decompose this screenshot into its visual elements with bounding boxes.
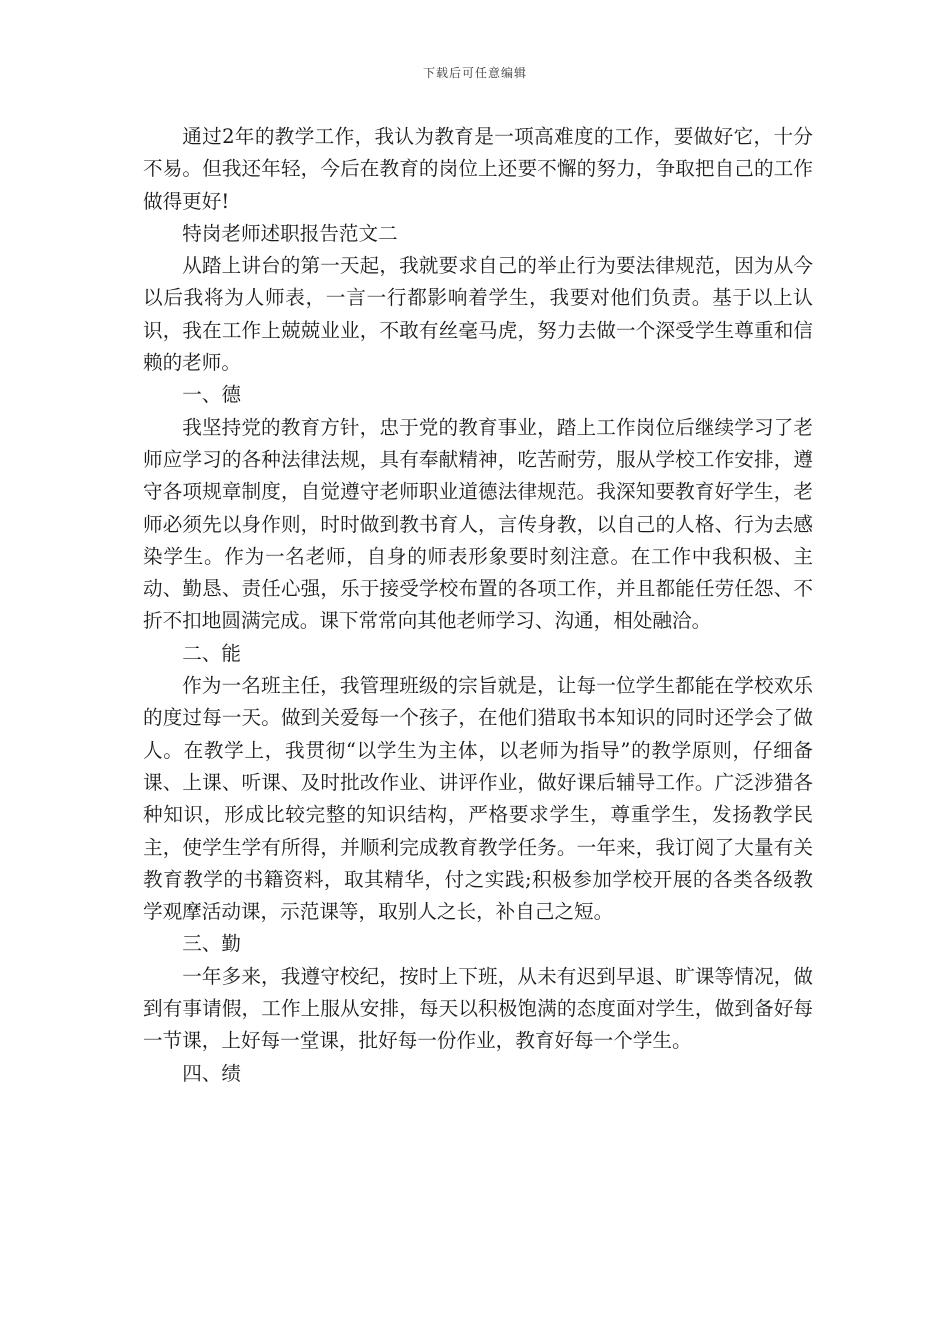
document-body [143, 121, 813, 1090]
paragraph-diligence: 一年多来，我遵守校纪，按时上下班，从未有迟到早退、旷课等情况，做到有事请假，工作上服从安排，每天以积极饱满的态度面对学生，做到备好每一节课，上好每一堂课，批好每一份作业，教育好每一个学生。 [143, 964, 813, 1053]
heading-ability: 二、能 [182, 641, 241, 665]
paragraph-virtue: 我坚持党的教育方针，忠于党的教育事业，踏上工作岗位后继续学习了老师应学习的各种法律法规，具有奉献精神，吃苦耐劳，服从学校工作安排，遵守各项规章制度，自觉遵守老师职业道德法律规范。我深知要教育好学生，老师必须先以身作则，时时做到教书育人，言传身教，以自己的人格、行为去感染学生。作为一名老师，自身的师表形象要时刻注意。在工作中我积极、主动、勤恳、责任心强，乐于接受学校布置的各项工作，并且都能任劳任怨、不折不扣地圆满完成。课下常常向其他老师学习、沟通，相处融洽。 [143, 415, 813, 633]
paragraph-ability: 作为一名班主任，我管理班级的宗旨就是，让每一位学生都能在学校欢乐的度过每一天。做到关爱每一个孩子，在他们猎取书本知识的同时还学会了做人。在教学上，我贯彻“以学生为主体，以老师为指导”的教学原则，仔细备课、上课、听课、及时批改作业、讲评作业，做好课后辅导工作。广泛涉猎各种知识，形成比较完整的知识结构，严格要求学生，尊重学生，发扬教学民主，使学生学有所得，并顺利完成教育教学任务。一年来，我订阅了大量有关教育教学的书籍资料，取其精华，付之实践;积极参加学校开展的各类各级教学观摩活动课，示范课等，取别人之长，补自己之短。 [143, 674, 813, 924]
heading-virtue: 一、德 [182, 383, 241, 407]
paragraph-opening: 从踏上讲台的第一天起，我就要求自己的举止行为要法律规范，因为从今以后我将为人师表，一言一行都影响着学生，我要对他们负责。基于以上认识，我在工作上兢兢业业，不敢有丝毫马虎，努力去做一个深受学生尊重和信赖的老师。 [143, 254, 813, 375]
section-title: 特岗老师述职报告范文二 [182, 221, 398, 245]
paragraph-intro: 通过2年的教学工作，我认为教育是一项高难度的工作，要做好它，十分不易。但我还年轻，今后在教育的岗位上还要不懈的努力，争取把自己的工作做得更好! [143, 125, 813, 213]
page-header: 下载后可任意编辑 [422, 66, 527, 80]
heading-achievement: 四、绩 [182, 1061, 241, 1085]
heading-diligence: 三、勤 [182, 932, 241, 956]
